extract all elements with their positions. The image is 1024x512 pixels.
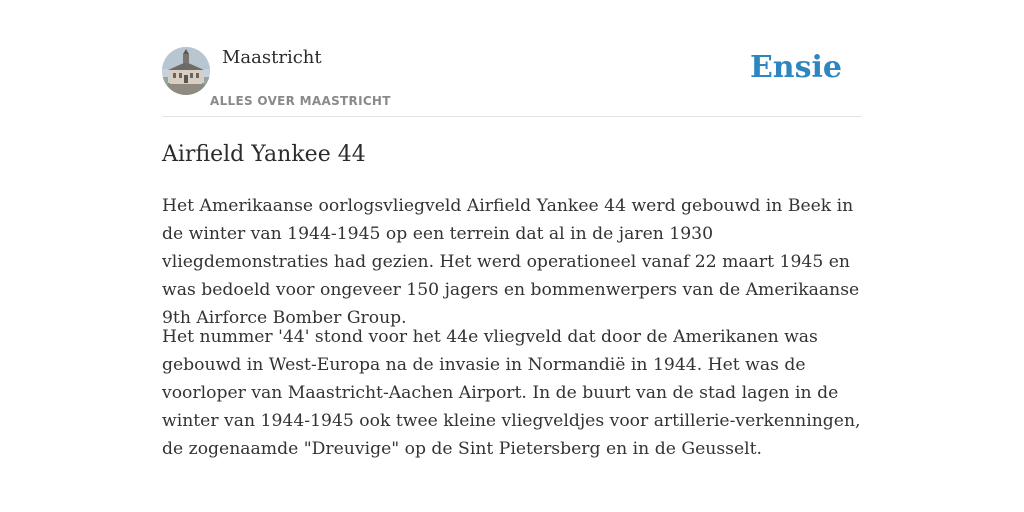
article-paragraph-2: Het nummer '44' stond voor het 44e vliegveld dat door de Amerikanen was gebouwd in West-Europa na de invasie in Normandië in 1944. Het was de voorloper van Maastricht-Aachen Airport. In de buurt van de stad lagen in de winter van 1944-1945 ook twee kleine vliegveldjes voor artillerie-verkenningen, de zogenaamde "Dreuvige" op de Sint Pietersberg en in de Geusselt. (162, 327, 861, 459)
article-paragraph-1: Het Amerikaanse oorlogsvliegveld Airfield Yankee 44 werd gebouwd in Beek in de winter van 1944-1945 op een terrein dat al in de jaren 1930 vliegdemonstraties had gezien. Het werd operationeel vanaf 22 maart 1945 en was bedoeld voor ongeveer 150 jagers en bommenwerpers van de Amerikaanse 9th Airforce Bomber Group. (162, 196, 860, 328)
ensie-logo-link[interactable]: Ensie (749, 50, 842, 85)
site-name[interactable]: Maastricht (222, 47, 322, 68)
article-title: Airfield Yankee 44 (162, 142, 366, 167)
site-header (162, 0, 862, 117)
site-tagline: ALLES OVER MAASTRICHT (210, 94, 391, 108)
page-container (162, 0, 862, 459)
maastricht-townhall-photo-icon (162, 47, 210, 95)
avatar[interactable] (162, 47, 210, 95)
